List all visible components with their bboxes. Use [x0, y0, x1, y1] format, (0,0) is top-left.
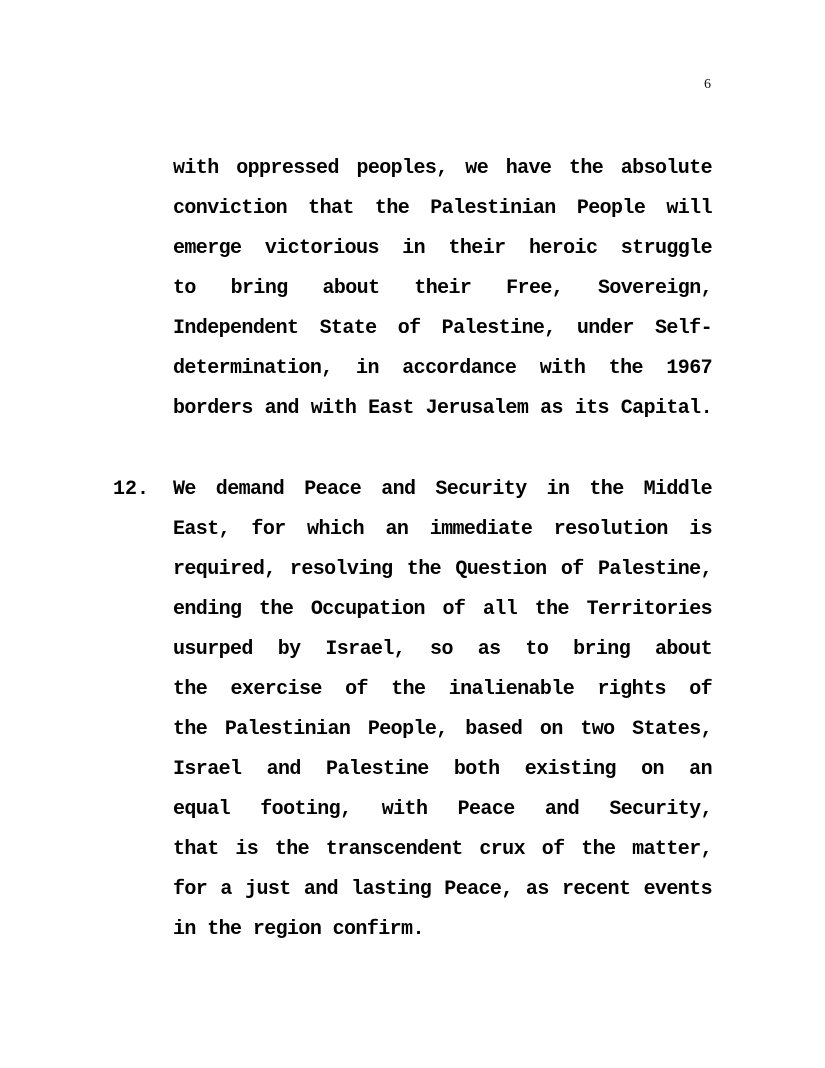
text-line: We demand Peace and Security in the Middle: [173, 478, 712, 501]
text-line: borders and with East Jerusalem as its Capital.: [173, 397, 712, 420]
text-line: for a just and lasting Peace, as recent events: [173, 878, 712, 901]
text-line: conviction that the Palestinian People will: [173, 197, 712, 220]
text-line: Independent State of Palestine, under Self-: [173, 317, 712, 340]
text-line: equal footing, with Peace and Security,: [173, 798, 712, 821]
page-number: 6: [704, 77, 711, 92]
text-line: with oppressed peoples, we have the absolute: [173, 157, 712, 180]
text-line: determination, in accordance with the 1967: [173, 357, 712, 380]
text-line: the Palestinian People, based on two States,: [173, 718, 712, 741]
text-line: in the region confirm.: [173, 918, 424, 941]
text-line: East, for which an immediate resolution is: [173, 518, 712, 541]
text-line: to bring about their Free, Sovereign,: [173, 277, 712, 300]
text-line: the exercise of the inalienable rights of: [173, 678, 712, 701]
text-line: required, resolving the Question of Palestine,: [173, 558, 712, 581]
text-line: that is the transcendent crux of the matter,: [173, 838, 712, 861]
text-line: emerge victorious in their heroic struggle: [173, 237, 712, 260]
text-line: ending the Occupation of all the Territories: [173, 598, 712, 621]
paragraph-number: 12.: [113, 478, 150, 501]
text-line: Israel and Palestine both existing on an: [173, 758, 712, 781]
text-line: usurped by Israel, so as to bring about: [173, 638, 712, 661]
